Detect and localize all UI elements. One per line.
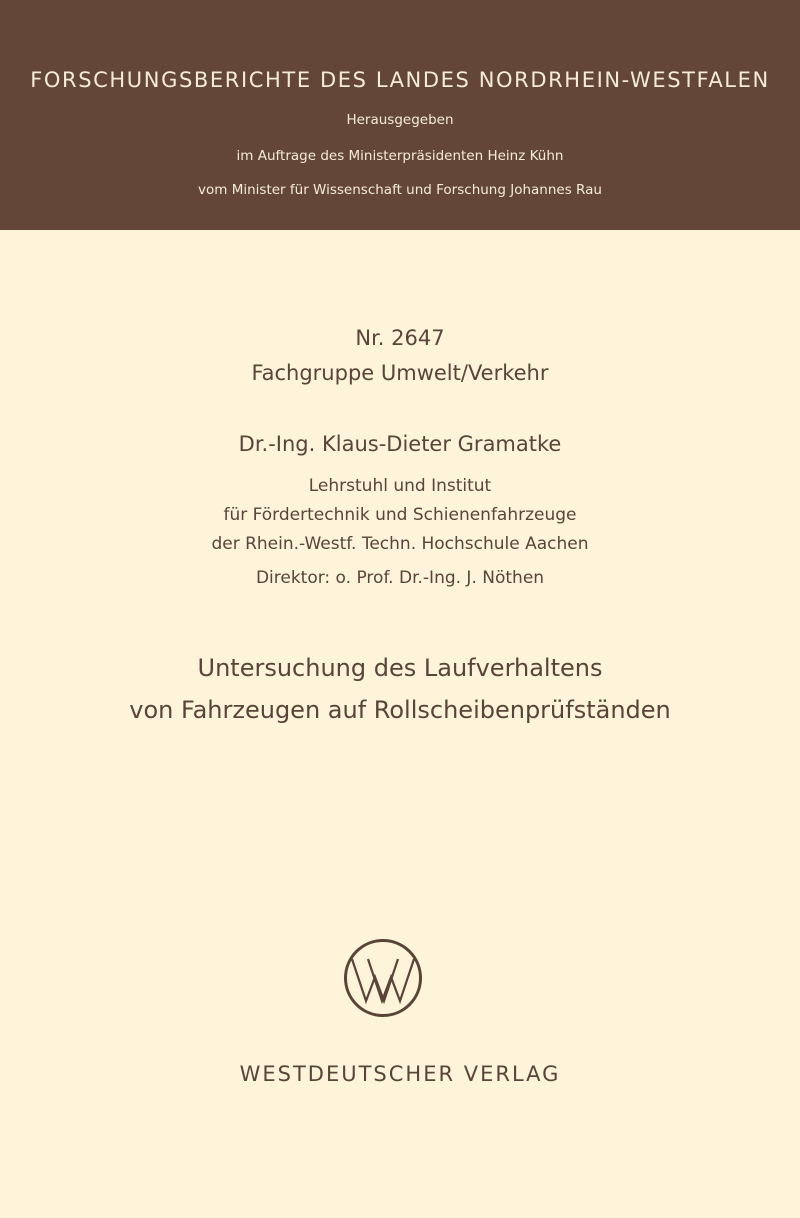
- institution-line: für Fördertechnik und Schienenfahrzeuge: [223, 505, 577, 525]
- header-line-commission: im Auftrage des Ministerpräsidenten Heinz Kühn: [236, 148, 564, 164]
- subject-group: Fachgruppe Umwelt/Verkehr: [251, 361, 549, 385]
- report-number: Nr. 2647: [355, 326, 445, 350]
- header-line-minister: vom Minister für Wissenschaft und Forschung Johannes Rau: [198, 182, 602, 198]
- book-title-line: Untersuchung des Laufverhaltens: [197, 654, 603, 682]
- author-name: Dr.-Ing. Klaus-Dieter Gramatke: [238, 432, 562, 456]
- book-title-line: von Fahrzeugen auf Rollscheibenprüfständen: [129, 696, 671, 724]
- header-band: [0, 0, 800, 230]
- institution-line: Lehrstuhl und Institut: [308, 476, 492, 496]
- westdeutscher-verlag-logo-icon: [342, 937, 424, 1019]
- publisher-name: WESTDEUTSCHER VERLAG: [239, 1062, 561, 1086]
- header-line-editor: Herausgegeben: [346, 112, 454, 128]
- director-line: Direktor: o. Prof. Dr.-Ing. J. Nöthen: [255, 568, 545, 588]
- institution-line: der Rhein.-Westf. Techn. Hochschule Aachen: [211, 534, 589, 554]
- series-title: FORSCHUNGSBERICHTE DES LANDES NORDRHEIN-WESTFALEN: [30, 68, 770, 92]
